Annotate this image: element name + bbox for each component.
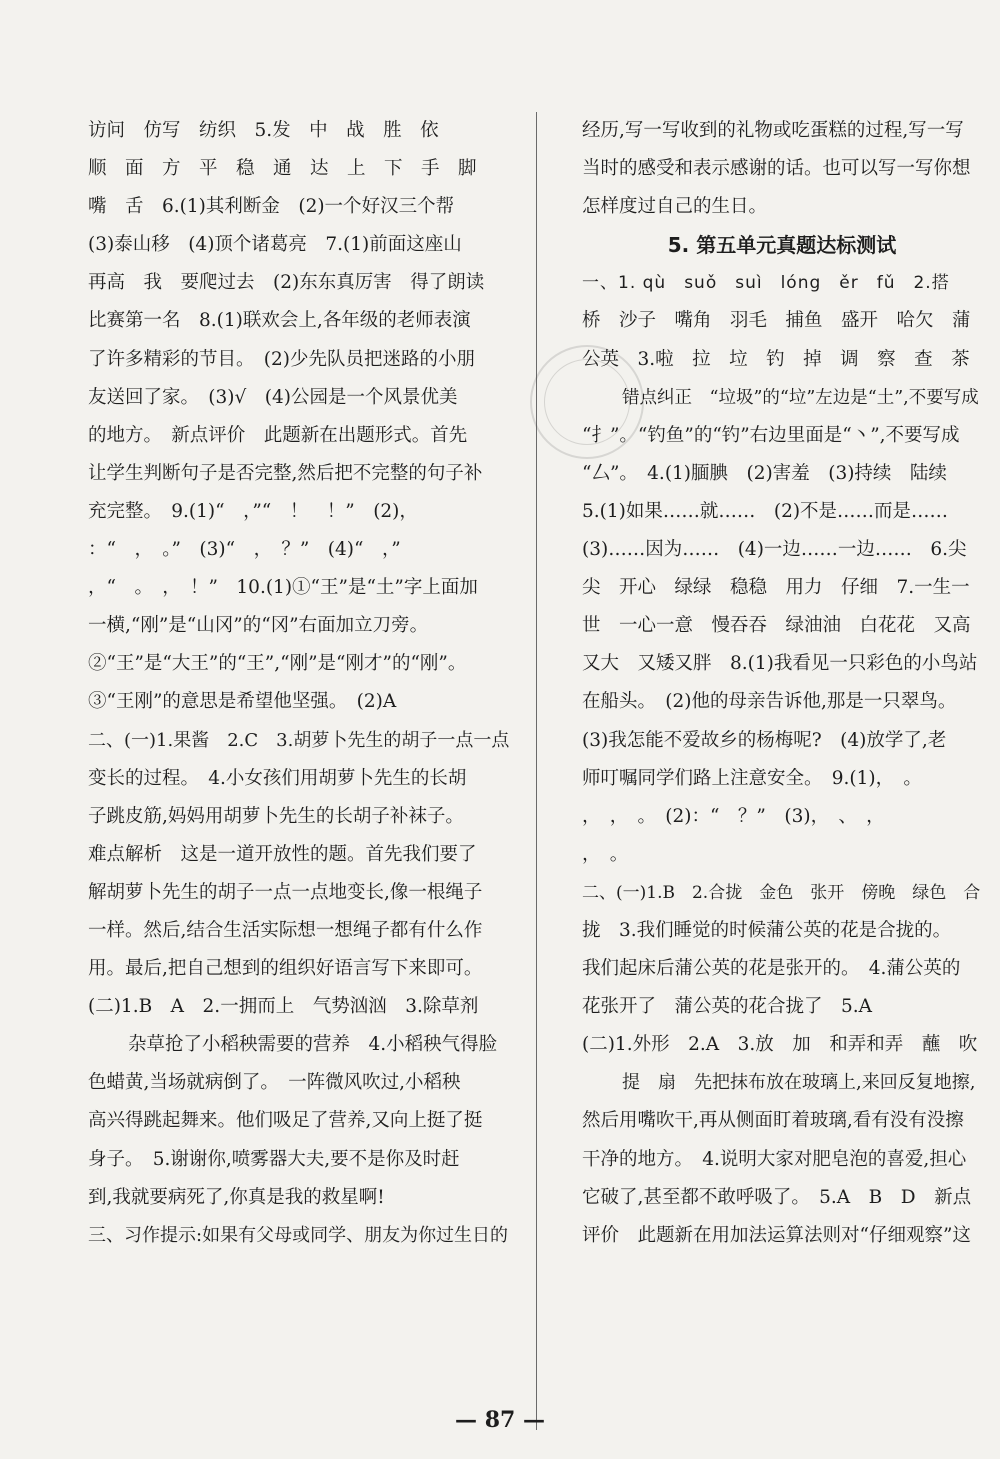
text-line: 用。最后,把自己想到的组织好语言写下来即可。 [88, 958, 483, 980]
text-line: 公英 3.啦 拉 垃 钓 掉 调 察 查 茶 [582, 348, 970, 370]
pinyin-line: 一、1. qù suǒ suì lóng ěr fǔ 2.搭 [582, 273, 950, 294]
text-line: ，“ 。 ， ！” 10.(1)①“王”是“土”字上面加 [88, 577, 478, 599]
text-line: 二、(一)1.果酱 2.C 3.胡萝卜先生的胡子一点一点 [88, 729, 510, 751]
text-line: 让学生判断句子是否完整,然后把不完整的句子补 [88, 462, 483, 484]
text-line: (3)泰山移 (4)顶个诸葛亮 7.(1)前面这座山 [88, 234, 462, 256]
text-line: 高兴得跳起舞来。他们吸足了营养,又向上挺了挺 [88, 1110, 483, 1132]
text-line: (二)1.外形 2.A 3.放 加 和弄和弄 蘸 吹 [582, 1034, 978, 1056]
text-line: 杂草抢了小稻秧需要的营养 4.小稻秧气得脸 [128, 1034, 498, 1056]
text-line: 三、习作提示:如果有父母或同学、朋友为你过生日的 [88, 1224, 509, 1246]
text-line: 拢 3.我们睡觉的时候蒲公英的花是合拢的。 [582, 919, 952, 941]
text-line: 提 扇 先把抹布放在玻璃上,来回反复地擦, [622, 1072, 976, 1094]
text-line: 身子。 5.谢谢你,喷雾器大夫,要不是你及时赶 [88, 1148, 460, 1170]
text-line: 难点解析 这是一道开放性的题。首先我们要了 [88, 843, 477, 865]
text-line: 尖 开心 绿绿 稳稳 用力 仔细 7.一生一 [582, 577, 970, 599]
text-line: 干净的地方。 4.说明大家对肥皂泡的喜爱,担心 [582, 1148, 967, 1170]
text-line: ：“ ， 。” (3)“ ， ？” (4)“ ，” [88, 539, 401, 561]
text-line: ， 。 [582, 843, 629, 865]
text-line: 再高 我 要爬过去 (2)东东真厉害 得了朗读 [88, 272, 485, 294]
text-line: 友送回了家。 (3)√ (4)公园是一个风景优美 [88, 386, 458, 408]
text-line: 比赛第一名 8.(1)联欢会上,各年级的老师表演 [88, 310, 471, 332]
text-line: (二)1.B A 2.一拥而上 气势汹汹 3.除草剂 [88, 996, 479, 1018]
page-number: — 87 — [455, 1407, 545, 1433]
text-line: 子跳皮筋,妈妈用胡萝卜先生的长胡子补袜子。 [88, 805, 464, 827]
column-divider [536, 112, 537, 1430]
text-line: 的地方。 新点评价 此题新在出题形式。首先 [88, 424, 468, 446]
text-line: ②“王”是“大王”的“王”,“刚”是“刚才”的“刚”。 [88, 653, 467, 675]
text-line: 师叮嘱同学们路上注意安全。 9.(1)， 。 [582, 767, 922, 789]
text-line: “扌”。“钓鱼”的“钓”右边里面是“丶”,不要写成 [582, 424, 960, 446]
text-line: 解胡萝卜先生的胡子一点一点地变长,像一根绳子 [88, 881, 483, 903]
text-line: 我们起床后蒲公英的花是张开的。 4.蒲公英的 [582, 958, 961, 980]
text-line: 变长的过程。 4.小女孩们用胡萝卜先生的长胡 [88, 767, 467, 789]
text-line: 经历,写一写收到的礼物或吃蛋糕的过程,写一写 [582, 120, 964, 141]
text-line: 到,我就要病死了,你真是我的救星啊! [88, 1186, 385, 1208]
text-line: 然后用嘴吹干,再从侧面盯着玻璃,看有没有没擦 [582, 1110, 964, 1132]
text-line: 一横,“刚”是“山冈”的“冈”右面加立刀旁。 [88, 615, 429, 637]
text-line: 评价 此题新在用加法运算法则对“仔细观察”这 [582, 1224, 971, 1246]
left-column [88, 112, 508, 1255]
text-line: 在船头。 (2)他的母亲告诉他,那是一只翠鸟。 [582, 691, 957, 713]
text-line: 顺 面 方 平 稳 通 达 上 下 手 脚 [88, 158, 477, 180]
text-line: (3)我怎能不爱故乡的杨梅呢? (4)放学了,老 [582, 729, 947, 751]
text-line: “厶”。 4.(1)腼腆 (2)害羞 (3)持续 陆续 [582, 462, 947, 484]
right-column [582, 112, 982, 1255]
text-line: 怎样度过自己的生日。 [582, 196, 768, 218]
text-line: ， ， 。 (2)：“ ？” (3)， 、 ， [582, 805, 885, 827]
text-line: 错点纠正 “垃圾”的“垃”左边是“土”,不要写成 [622, 387, 979, 408]
text-line: 二、(一)1.B 2.合拢 金色 张开 傍晚 绿色 合 [582, 882, 981, 903]
text-line: ③“王刚”的意思是希望他坚强。 (2)A [88, 691, 397, 713]
text-line: 当时的感受和表示感谢的话。也可以写一写你想 [582, 158, 971, 180]
text-line: 嘴 舌 6.(1)其利断金 (2)一个好汉三个帮 [88, 196, 455, 218]
text-line: 花张开了 蒲公英的花合拢了 5.A [582, 996, 873, 1018]
text-line: 访问 仿写 纺织 5.发 中 战 胜 依 [88, 120, 439, 141]
section-title: 5. 第五单元真题达标测试 [667, 233, 897, 258]
text-line: (3)……因为…… (4)一边……一边…… 6.尖 [582, 539, 967, 561]
text-line: 又大 又矮又胖 8.(1)我看见一只彩色的小鸟站 [582, 653, 978, 675]
text-line: 了许多精彩的节目。 (2)少先队员把迷路的小朋 [88, 348, 475, 370]
text-line: 色蜡黄,当场就病倒了。 一阵微风吹过,小稻秧 [88, 1072, 461, 1094]
text-line: 桥 沙子 嘴角 羽毛 捕鱼 盛开 哈欠 蒲 [582, 310, 971, 332]
text-line: 世 一心一意 慢吞吞 绿油油 白花花 又高 [582, 615, 971, 637]
text-line: 充完整。 9.(1)“ ，”“ ！ ！” (2)， [88, 500, 418, 522]
text-line: 它破了,甚至都不敢呼吸了。 5.A B D 新点 [582, 1186, 972, 1208]
text-line: 一样。然后,结合生活实际想一想绳子都有什么作 [88, 919, 483, 941]
text-line: 5.(1)如果……就…… (2)不是……而是…… [582, 500, 949, 522]
